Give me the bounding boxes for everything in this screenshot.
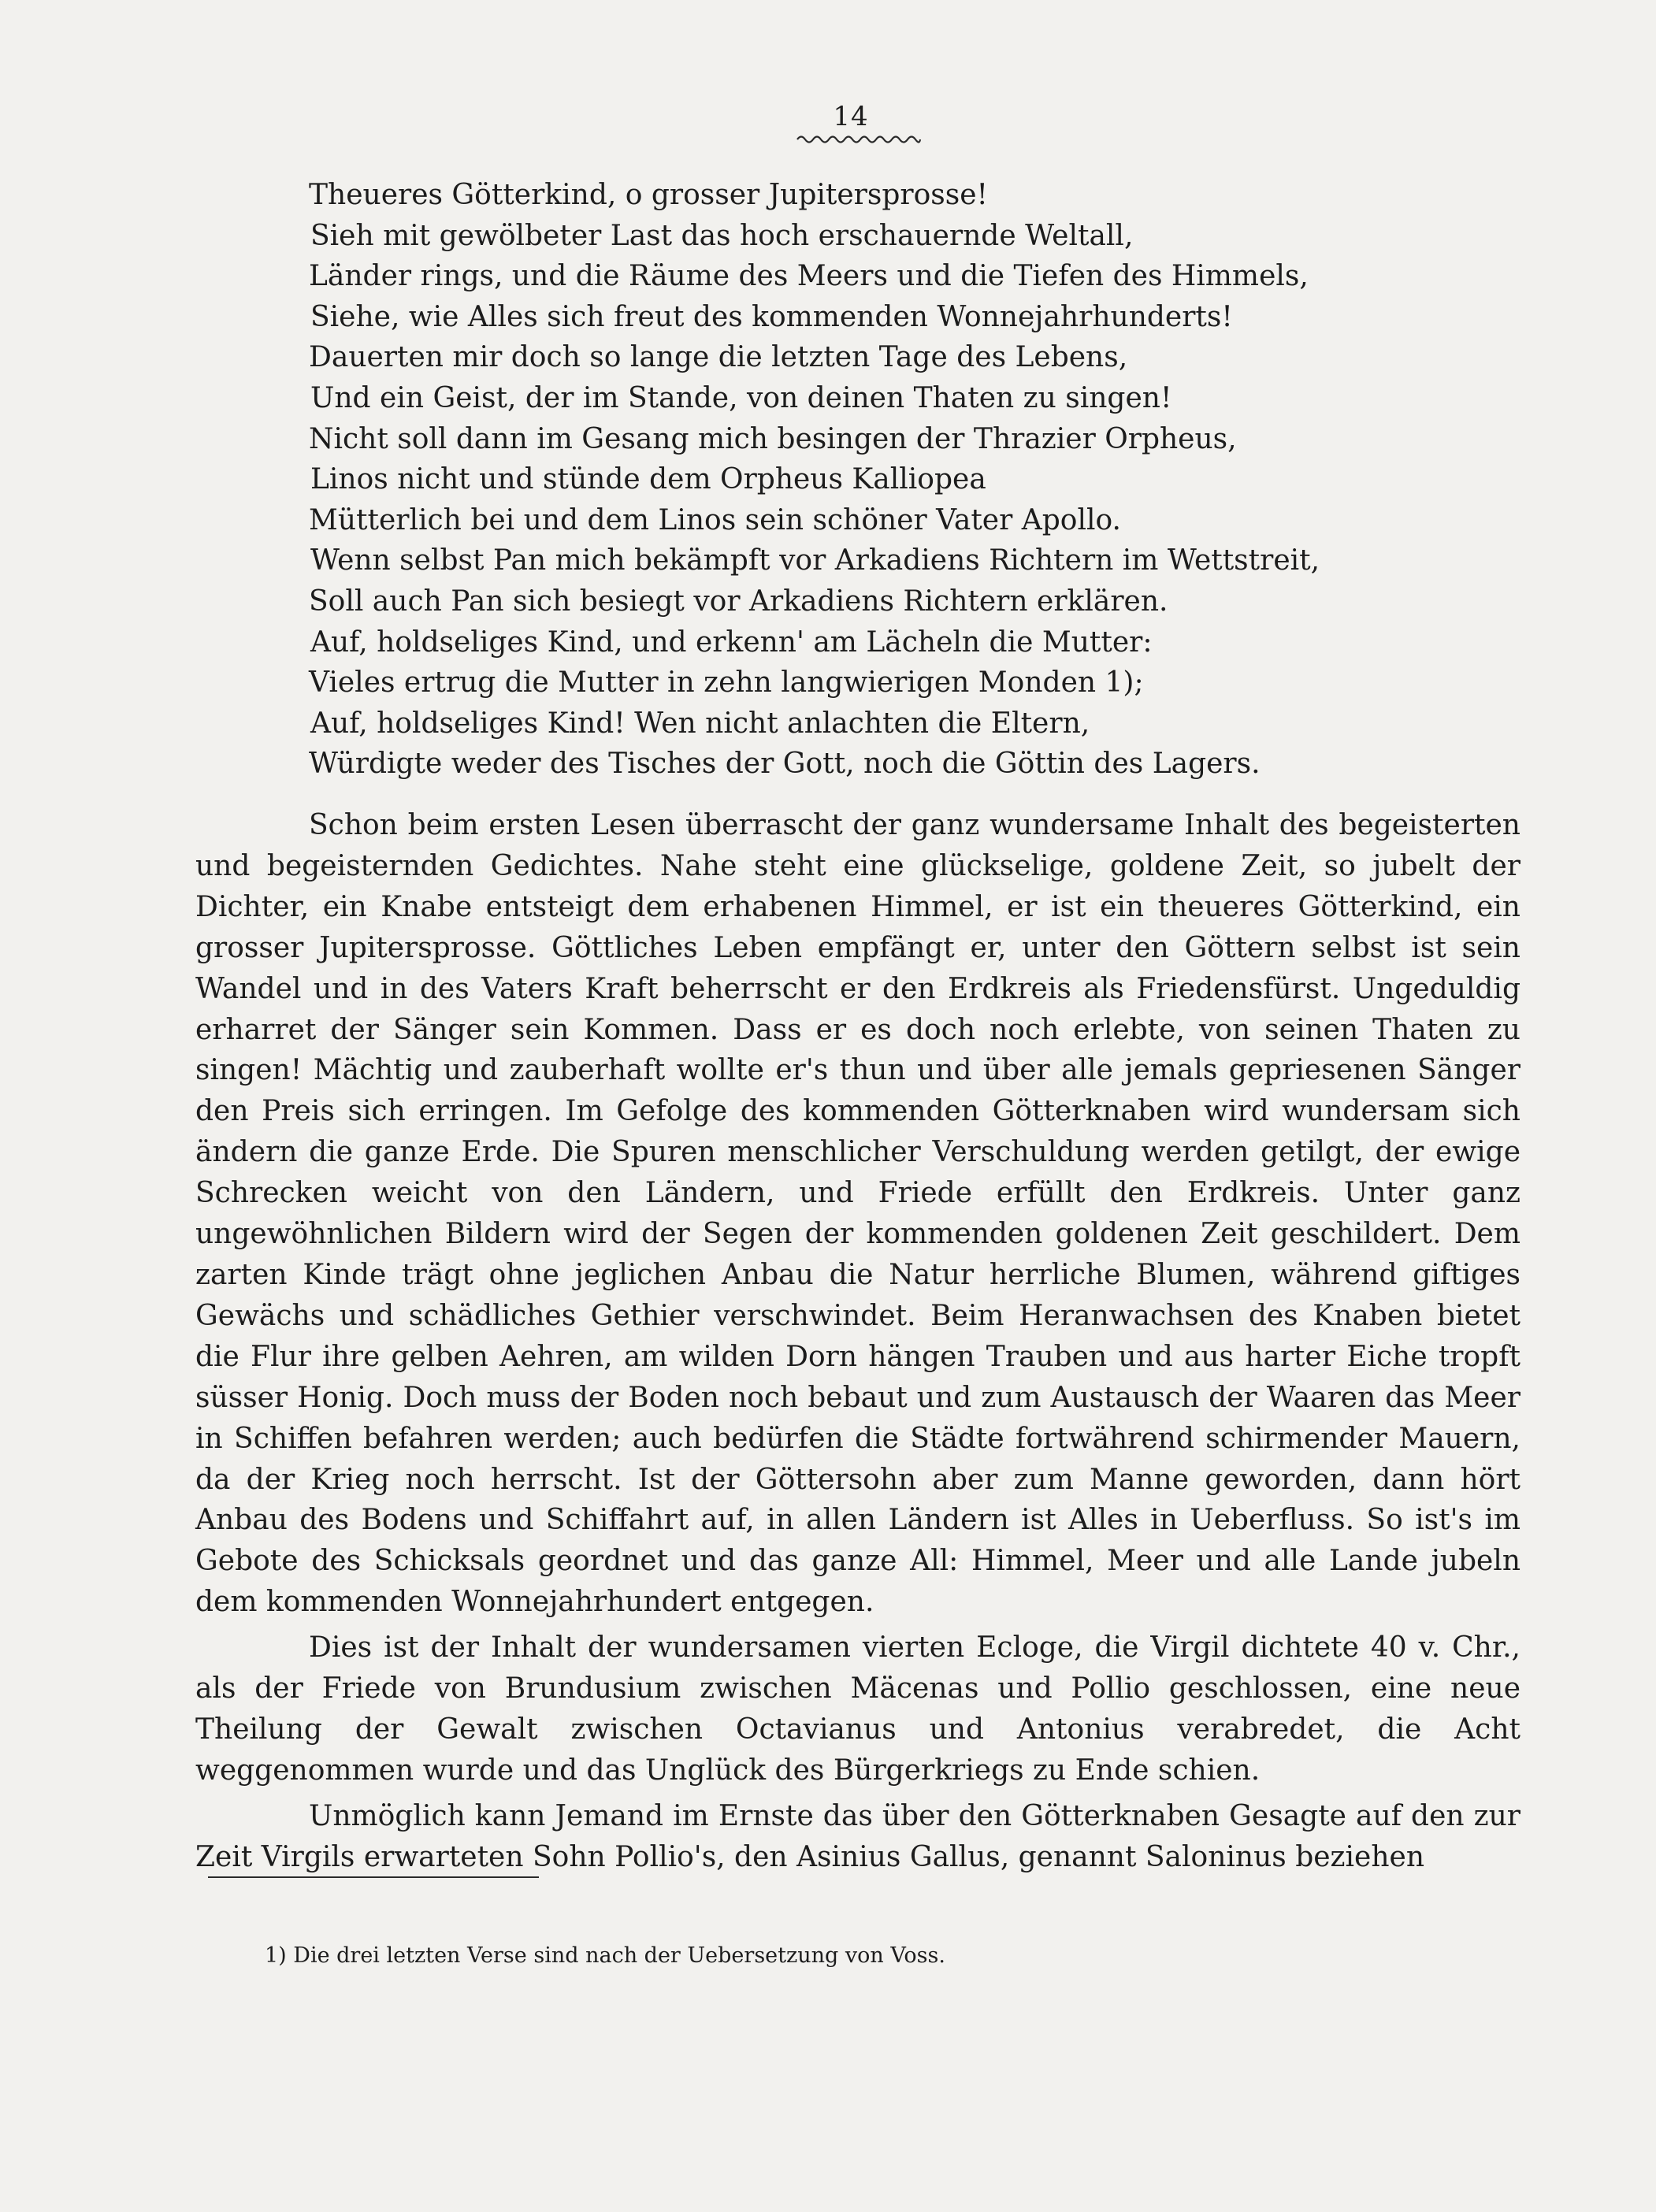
poem-line: Vieles ertrug die Mutter in zehn langwierigen Monden 1); [309,666,1144,700]
poem-line: Würdigte weder des Tisches der Gott, noch die Göttin des Lagers. [309,748,1261,781]
footnote: 1) Die drei letzten Verse sind nach der Uebersetzung von Voss. [265,1943,945,1968]
paragraph: Schon beim ersten Lesen überrascht der ganz wundersame Inhalt des begeisterten und begeisternden Gedichtes. Nahe steht eine glückselige, goldene Zeit, so jubelt der Dichter, ein Knabe entsteigt dem erhabenen Himmel, er ist ein theueres Götterkind, ein grosser Jupitersprosse. Göttliches Leben empfängt er, unter den Göttern selbst ist sein Wandel und in des Vaters Kraft beherrscht er den Erdkreis als Friedensfürst. Ungeduldig erharret der Sänger sein Kommen. Dass er es doch noch erlebte, von seinen Thaten zu singen! Mächtig und zauberhaft wollte er's thun und über alle jemals gepriesenen Sänger den Preis sich erringen. Im Gefolge des kommenden Götterknaben wird wundersam sich ändern die ganze Erde. Die Spuren menschlicher Verschuldung werden getilgt, der ewige Schrecken weicht von den Ländern, und Friede erfüllt den Erdkreis. Unter ganz ungewöhnlichen Bildern wird der Segen der kommenden goldenen Zeit geschildert. Dem zarten Kinde trägt ohne jeglichen Anbau die Natur herrliche Blumen, während giftiges Gewächs und schädliches Gethier verschwindet. Beim Heranwachsen des Knaben bietet die Flur ihre gelben Aehren, am wilden Dorn hängen Trauben und aus harter Eiche tropft süsser Honig. Doch muss der Boden noch bebaut und zum Austausch der Waaren das Meer in Schiffen befahren werden; auch bedürfen die Städte fortwährend schirmender Mauern, da der Krieg noch herrscht. Ist der Göttersohn aber zum Manne geworden, dann hört Anbau des Bodens und Schiffahrt auf, in allen Ländern ist Alles in Ueberfluss. So ist's im Gebote des Schicksals geordnet und das ganze All: Himmel, Meer und alle Lande jubeln dem kommenden Wonnejahrhundert entgegen. [195,809,1520,1619]
poem-line: Mütterlich bei und dem Linos sein schöner Vater Apollo. [309,503,1121,536]
poem-line: Siehe, wie Alles sich freut des kommenden Wonnejahrhunderts! [310,300,1233,333]
poem-line: Sieh mit gewölbeter Last das hoch erschauernde Weltall, [310,219,1134,252]
poem-line: Länder rings, und die Räume des Meers und die Tiefen des Himmels, [309,260,1309,293]
poem-line: Auf, holdseliges Kind, und erkenn' am Lächeln die Mutter: [310,625,1153,659]
prose-body [195,805,1520,1878]
poem-line: Linos nicht und stünde dem Orpheus Kalliopea [310,463,986,496]
poem-line: Theueres Götterkind, o grosser Jupitersprosse! [309,179,988,211]
wavy-rule-ornament [796,132,922,147]
poem-line: Auf, holdseliges Kind! Wen nicht anlachten die Eltern, [310,707,1090,740]
paragraph: Unmöglich kann Jemand im Ernste das über den Götterknaben Gesagte auf den zur Zeit Virgils erwarteten Sohn Pollio's, den Asinius Gallus, genannt Saloninus beziehen [195,1799,1520,1873]
poem-line: Wenn selbst Pan mich bekämpft vor Arkadiens Richtern im Wettstreit, [310,544,1320,577]
footnote-separator [208,1876,539,1878]
poem-line: Nicht soll dann im Gesang mich besingen der Thrazier Orpheus, [309,422,1237,455]
poem-line: Soll auch Pan sich besiegt vor Arkadiens Richtern erklären. [309,585,1168,618]
poem-line: Dauerten mir doch so lange die letzten Tage des Lebens, [309,341,1128,374]
page-number: 14 [833,101,869,132]
poem-line: Und ein Geist, der im Stande, von deinen Thaten zu singen! [310,381,1172,414]
poem-block [309,175,1380,785]
paragraph: Dies ist der Inhalt der wundersamen vierten Ecloge, die Virgil dichtete 40 v. Chr., als der Friede von Brundusium zwischen Mäcenas und Pollio geschlossen, eine neue Theilung der Gewalt zwischen Octavianus und Antonius verabredet, die Acht weggenommen wurde und das Unglück des Bürgerkriegs zu Ende schien. [195,1631,1520,1787]
